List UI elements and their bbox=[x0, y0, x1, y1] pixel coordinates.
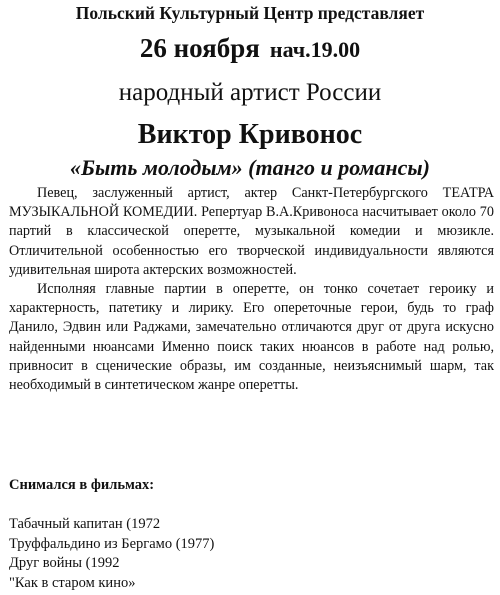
event-date-line bbox=[0, 31, 500, 67]
artist-title: народный артист России bbox=[118, 79, 382, 106]
event-time: нач.19.00 bbox=[269, 37, 361, 62]
event-date: 26 ноября bbox=[139, 33, 260, 63]
film-item: "Как в старом кино» bbox=[9, 574, 136, 591]
biography-paragraph: Исполняя главные партии в оперетте, он тонко сочетает героику и характерность, патетику и лирику. Его опереточные герои, будь то граф Данило, Эдвин или Раджами, замечательно отличаются друг от друга искусно найденными нюансами Именно поиск таких нюансов в работе над ролью, привносит в сценические образы, им созданные, неизъяснимый шарм, так необходимый в синтетическом жанре оперетты. bbox=[9, 281, 494, 394]
biography bbox=[9, 184, 494, 395]
film-item: Друг войны (1992 bbox=[9, 555, 120, 571]
film-item: Табачный капитан (1972 bbox=[9, 516, 161, 532]
film-item: Труффальдино из Бергамо (1977) bbox=[9, 535, 215, 552]
biography-paragraph: Певец, заслуженный артист, актер Санкт-Петербургского ТЕАТРА МУЗЫКАЛЬНОЙ КОМЕДИИ. Репертуар В.А.Кривоноса насчитывает около 70 партий в классической оперетте, музыкальной комедии и мюзикле. Отличительной особенностью его творческой индивидуальности являются удивительная широта актерских возможностей. bbox=[9, 185, 494, 278]
films-heading: Снимался в фильмах: bbox=[9, 477, 155, 493]
artist-name: Виктор Кривонос bbox=[137, 119, 363, 150]
presenter-line: Польский Культурный Центр представляет bbox=[75, 3, 425, 23]
program-title: «Быть молодым» (танго и романсы) bbox=[70, 155, 430, 180]
film-list bbox=[9, 515, 214, 593]
